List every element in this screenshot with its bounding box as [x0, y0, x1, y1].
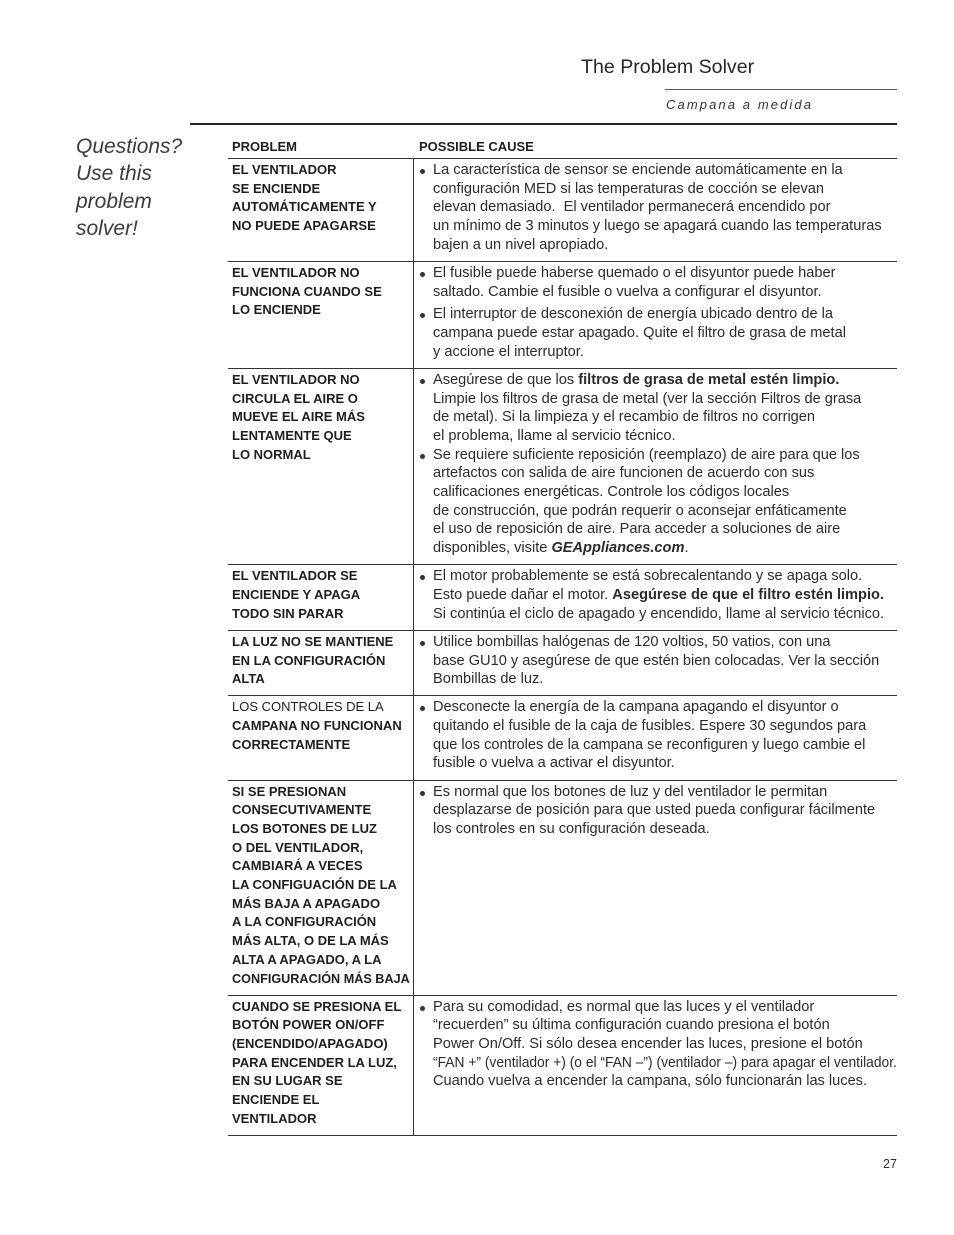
line-text: LA LUZ NO SE MANTIENE	[232, 633, 394, 649]
sidebar-prompt-line: problem	[76, 189, 152, 213]
line-text: EN SU LUGAR SE	[232, 1073, 343, 1089]
cause-line	[433, 1054, 897, 1073]
cause-bullet	[433, 371, 897, 446]
cause-line	[433, 754, 897, 773]
cause-line	[433, 586, 897, 605]
cause-line	[433, 343, 897, 362]
table-header-cause: POSSIBLE CAUSE	[419, 139, 534, 154]
problem-line	[232, 839, 410, 858]
line-text: LO ENCIENDE	[232, 302, 321, 318]
line-text: PARA ENCENDER LA LUZ,	[232, 1054, 397, 1070]
problem-line	[232, 717, 410, 736]
line-text: EL VENTILADOR NO	[232, 371, 360, 387]
cause-line	[433, 520, 897, 539]
cause-line	[433, 483, 897, 502]
line-text: MÁS ALTA, O DE LA MÁS	[232, 933, 389, 949]
line-text: Para su comodidad, es normal que las luces y el ventilador	[433, 998, 815, 1015]
text-segment: GEAppliances.com	[551, 540, 685, 557]
table-row	[228, 262, 897, 369]
text-segment: filtros de grasa de metal estén limpio.	[578, 371, 840, 388]
table-row	[228, 369, 897, 565]
table-row	[228, 996, 897, 1136]
line-text: A LA CONFIGURACIÓN	[232, 914, 377, 930]
header-rule	[190, 123, 897, 125]
sidebar-prompt	[76, 133, 182, 242]
line-text: MUEVE EL AIRE MÁS	[232, 409, 365, 425]
problem-line	[232, 670, 410, 689]
line-text: LA CONFIGUACIÓN DE LA	[232, 877, 397, 893]
cause-line	[433, 605, 897, 624]
cause-line	[433, 1035, 897, 1054]
problem-line	[232, 1072, 410, 1091]
line-text: LENTAMENTE QUE	[232, 427, 352, 443]
line-text: el uso de reposición de aire. Para acceder a soluciones de aire	[433, 521, 841, 538]
problem-cell	[228, 565, 413, 630]
line-text: Cuando vuelva a encender la campana, sólo funcionarán las luces.	[433, 1073, 868, 1090]
problem-line	[232, 408, 410, 427]
line-text: LOS BOTONES DE LUZ	[232, 821, 377, 836]
problem-cell	[228, 369, 413, 564]
page-number: 27	[883, 1157, 897, 1171]
cause-cell	[413, 159, 897, 261]
problem-line	[232, 371, 410, 390]
page-title: The Problem Solver	[581, 56, 755, 78]
line-text: de construcción, que podrán requerir o aconsejar enfáticamente	[433, 502, 847, 519]
bullet-marker	[420, 313, 425, 318]
line-text: Limpie los filtros de grasa de metal (ver la sección Filtros de grasa	[433, 390, 862, 407]
line-text: CAMBIARÁ A VECES	[232, 858, 363, 874]
cause-line	[433, 1072, 897, 1091]
line-text: Es normal que los botones de luz y del ventilador le permitan	[433, 783, 828, 800]
cause-line	[433, 652, 897, 671]
cause-line	[433, 180, 897, 199]
cause-bullet	[433, 264, 897, 301]
line-text: que los controles de la campana se reconfiguren y luego cambie el	[433, 736, 866, 753]
cause-line	[433, 502, 897, 521]
line-text: de metal). Si la limpieza y el recambio de filtros no corrigen	[433, 409, 816, 426]
line-text: TODO SIN PARAR	[232, 605, 344, 621]
text-segment: Esto puede dañar el motor.	[433, 586, 613, 603]
problem-line	[232, 633, 410, 652]
problem-cell	[228, 159, 413, 261]
problem-line	[232, 736, 410, 755]
line-text	[433, 586, 884, 605]
cause-bullet	[433, 783, 897, 839]
line-text: quitando el fusible de la caja de fusibles. Espere 30 segundos para	[433, 718, 867, 735]
cause-bullet	[433, 161, 897, 254]
cause-cell	[413, 369, 897, 564]
cause-cell	[413, 631, 897, 696]
cause-line	[433, 236, 897, 255]
cause-cell	[413, 996, 897, 1135]
problem-line	[232, 180, 410, 199]
line-text: FUNCIONA CUANDO SE	[232, 283, 382, 299]
bullet-marker	[420, 706, 425, 711]
cause-bullet	[433, 446, 897, 558]
problem-line	[232, 652, 410, 671]
problem-line	[232, 1035, 410, 1054]
line-text: Se requiere suficiente reposición (reemplazo) de aire para que los	[433, 446, 860, 463]
line-text: EL VENTILADOR NO	[232, 264, 360, 280]
line-text: base GU10 y asegúrese de que estén bien colocadas. Ver la sección	[433, 652, 880, 669]
title-rule	[665, 89, 897, 90]
problem-line	[232, 801, 410, 820]
text-segment: Asegúrese de que el filtro estén limpio.	[612, 586, 884, 603]
line-text: CORRECTAMENTE	[232, 736, 351, 752]
line-text: CIRCULA EL AIRE O	[232, 390, 358, 406]
sidebar-prompt-line: Questions?	[76, 135, 183, 158]
problem-line	[232, 161, 410, 180]
table-row	[228, 781, 897, 996]
line-text: saltado. Cambie el fusible o vuelva a configurar el disyuntor.	[433, 283, 822, 300]
table-row	[228, 159, 897, 262]
line-text: El fusible puede haberse quemado o el disyuntor puede haber	[433, 264, 836, 281]
cause-line	[433, 305, 897, 324]
problem-line	[232, 1016, 410, 1035]
text-segment: Asegúrese de que los	[433, 371, 579, 388]
cause-line	[433, 198, 897, 217]
cause-line	[433, 783, 897, 802]
cause-line	[433, 670, 897, 689]
cause-bullet	[433, 567, 897, 623]
line-text: los controles en su configuración deseada.	[433, 821, 710, 837]
cause-line	[433, 633, 897, 652]
line-text: EL VENTILADOR	[232, 162, 337, 177]
problem-cell	[228, 996, 413, 1135]
line-text: ALTA A APAGADO, A LA	[232, 951, 382, 967]
line-text: campana puede estar apagado. Quite el filtro de grasa de metal	[433, 325, 846, 341]
line-text: EL VENTILADOR SE	[232, 568, 358, 584]
problem-line	[232, 998, 410, 1017]
table-row	[228, 631, 897, 697]
problem-line	[232, 876, 410, 895]
line-text: SE ENCIENDE	[232, 180, 321, 196]
line-text: Bombillas de luz.	[433, 671, 544, 688]
line-text: VENTILADOR	[232, 1110, 317, 1126]
line-text: fusible o vuelva a activar el disyuntor.	[433, 755, 675, 772]
line-text: calificaciones energéticas. Controle los códigos locales	[433, 484, 790, 500]
problem-line	[232, 1110, 410, 1129]
sidebar-prompt-line: solver!	[76, 216, 138, 240]
line-text: NO PUEDE APAGARSE	[232, 218, 376, 234]
problem-line	[232, 895, 410, 914]
line-text: CONFIGURACIÓN MÁS BAJA	[232, 970, 410, 986]
line-text: MÁS BAJA A APAGADO	[232, 895, 381, 911]
cause-line	[433, 283, 897, 302]
line-text: y accione el interruptor.	[433, 343, 584, 360]
problem-line	[232, 567, 410, 586]
cause-line	[433, 698, 897, 717]
page-subtitle: Campana a medida	[666, 97, 814, 112]
line-text: elevan demasiado. El ventilador permanecerá encendido por	[433, 199, 831, 216]
cause-line	[433, 464, 897, 483]
line-text: Utilice bombillas halógenas de 120 voltios, 50 vatios, con una	[433, 633, 831, 650]
line-text: “recuerden” su última configuración cuando presiona el botón	[433, 1017, 830, 1034]
bullet-marker	[420, 272, 425, 277]
bullet-marker	[420, 641, 425, 646]
line-text: ALTA	[232, 671, 265, 687]
problem-line	[232, 970, 410, 989]
cause-line	[433, 371, 897, 390]
line-text: configuración MED si las temperaturas de cocción se elevan	[433, 180, 824, 197]
cause-line	[433, 390, 897, 409]
problem-line	[232, 217, 410, 236]
problem-line	[232, 605, 410, 624]
line-text: un mínimo de 3 minutos y luego se apagará cuando las temperaturas	[433, 218, 882, 235]
problem-table	[228, 158, 897, 1136]
line-text: CUANDO SE PRESIONA EL	[232, 998, 402, 1014]
problem-line	[232, 951, 410, 970]
line-text: Power On/Off. Si sólo desea encender las luces, presione el botón	[433, 1036, 863, 1053]
sidebar-prompt-line: Use this	[76, 162, 152, 186]
cause-line	[433, 446, 897, 465]
bullet-marker	[420, 575, 425, 580]
line-text: artefactos con salida de aire funcionen de acuerdo con sus	[433, 465, 815, 482]
cause-line	[433, 1016, 897, 1035]
cause-line	[433, 161, 897, 180]
problem-line	[232, 857, 410, 876]
table-header-problem: PROBLEM	[232, 139, 297, 154]
problem-line	[232, 820, 410, 839]
line-text: LOS CONTROLES DE LA	[232, 699, 384, 715]
cause-bullet	[433, 633, 897, 689]
line-text: CONSECUTIVAMENTE	[232, 802, 372, 818]
line-text: CAMPANA NO FUNCIONAN	[232, 718, 402, 734]
line-text: ENCIENDE EL	[232, 1092, 320, 1108]
cause-line	[433, 736, 897, 755]
line-text: El motor probablemente se está sobrecalentando y se apaga solo.	[433, 568, 863, 585]
table-row	[228, 565, 897, 631]
cause-line	[433, 217, 897, 236]
problem-line	[232, 932, 410, 951]
problem-cell	[228, 781, 413, 995]
problem-line	[232, 301, 410, 320]
problem-line	[232, 783, 410, 802]
problem-line	[232, 698, 410, 717]
cause-bullet	[433, 305, 897, 361]
line-text: AUTOMÁTICAMENTE Y	[232, 199, 377, 215]
line-text: La característica de sensor se enciende automáticamente en la	[433, 162, 843, 178]
cause-line	[433, 717, 897, 736]
problem-line	[232, 1091, 410, 1110]
line-text: El interruptor de desconexión de energía ubicado dentro de la	[433, 306, 833, 323]
text-segment: .	[684, 540, 689, 557]
line-text: ENCIENDE Y APAGA	[232, 586, 361, 602]
cause-line	[433, 324, 897, 343]
problem-line	[232, 586, 410, 605]
line-text: EN LA CONFIGURACIÓN	[232, 652, 386, 668]
line-text: (ENCENDIDO/APAGADO)	[232, 1036, 388, 1052]
line-text: SI SE PRESIONAN	[232, 783, 347, 799]
problem-cell	[228, 262, 413, 368]
table-row	[228, 696, 897, 780]
cause-line	[433, 539, 897, 558]
problem-line	[232, 264, 410, 283]
line-text: el problema, llame al servicio técnico.	[433, 427, 676, 444]
line-text	[433, 539, 689, 558]
bullet-marker	[420, 169, 425, 174]
problem-line	[232, 446, 410, 465]
cause-bullet	[433, 698, 897, 773]
text-segment: disponibles, visite	[433, 540, 552, 557]
cause-bullet	[433, 998, 897, 1091]
cause-line	[433, 408, 897, 427]
line-text	[433, 371, 839, 390]
cause-line	[433, 801, 897, 820]
cause-cell	[413, 696, 897, 779]
line-text: Si continúa el ciclo de apagado y encendido, llame al servicio técnico.	[433, 605, 885, 622]
problem-line	[232, 390, 410, 409]
problem-line	[232, 283, 410, 302]
cause-line	[433, 427, 897, 446]
bullet-marker	[420, 454, 425, 459]
cause-line	[433, 567, 897, 586]
line-text: LO NORMAL	[232, 446, 311, 462]
problem-cell	[228, 631, 413, 696]
problem-line	[232, 1054, 410, 1073]
cause-cell	[413, 565, 897, 630]
bullet-marker	[420, 379, 425, 384]
bullet-marker	[420, 791, 425, 796]
problem-line	[232, 198, 410, 217]
problem-line	[232, 913, 410, 932]
line-text: Desconecte la energía de la campana apagando el disyuntor o	[433, 699, 839, 716]
cause-cell	[413, 781, 897, 995]
line-text: BOTÓN POWER ON/OFF	[232, 1017, 385, 1033]
problem-line	[232, 427, 410, 446]
cause-line	[433, 264, 897, 283]
cause-line	[433, 820, 897, 839]
cause-cell	[413, 262, 897, 368]
bullet-marker	[420, 1006, 425, 1011]
line-text: O DEL VENTILADOR,	[232, 839, 364, 855]
line-text: “FAN +” (ventilador +) (o el “FAN –”) (ventilador –) para apagar el ventilador.	[433, 1054, 897, 1071]
line-text: bajen a un nivel apropiado.	[433, 236, 609, 253]
line-text: desplazarse de posición para que usted pueda configurar fácilmente	[433, 802, 876, 819]
cause-line	[433, 998, 897, 1017]
problem-cell	[228, 696, 413, 779]
